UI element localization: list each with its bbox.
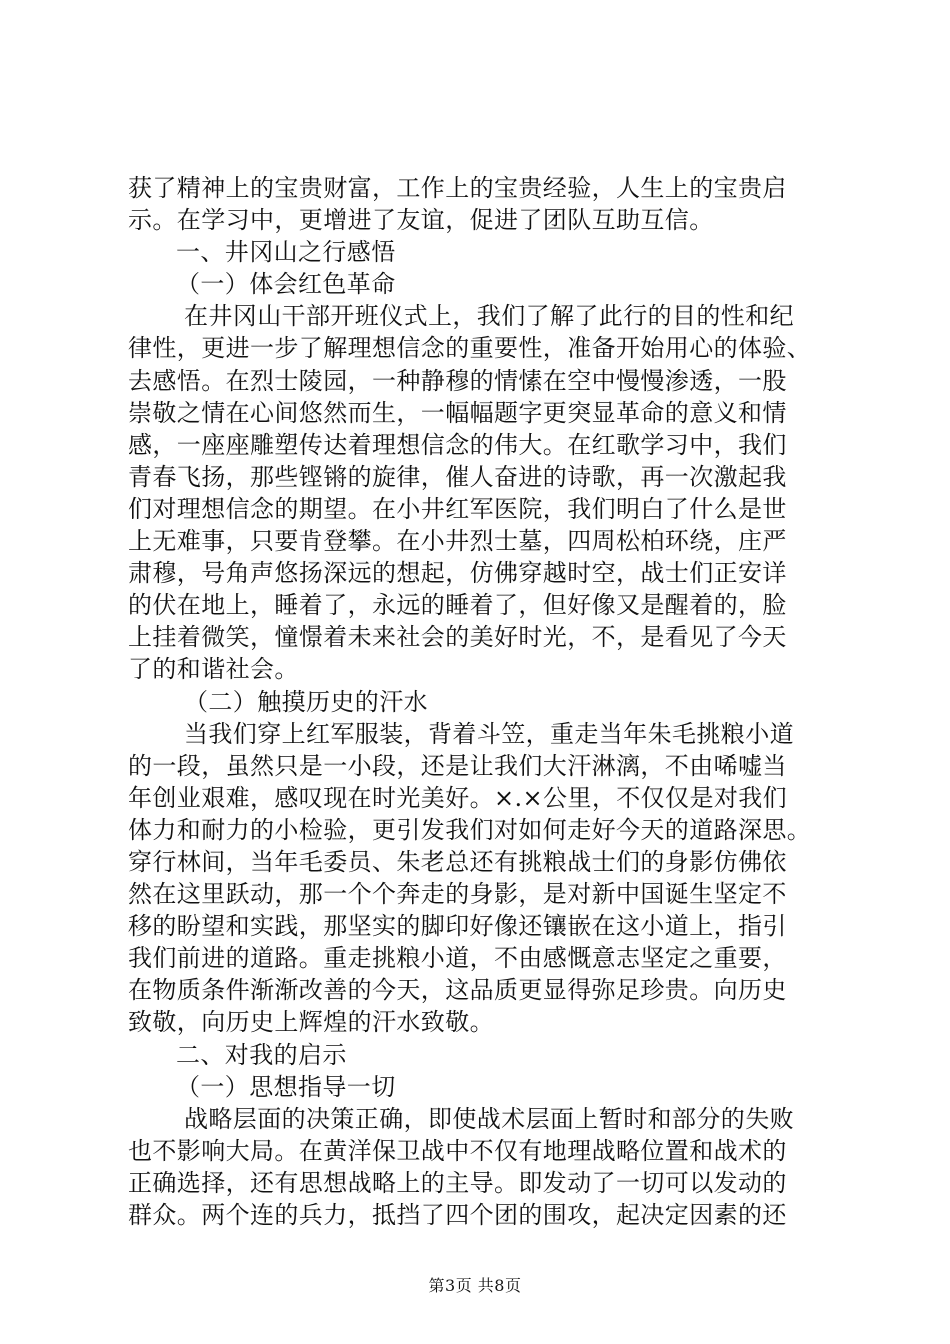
paragraph-first-line: 战略层面的决策正确，即使战术层面上暂时和部分的失败 — [184, 1104, 794, 1133]
text-line: 体力和耐力的小检验，更引发我们对如何走好今天的道路深思。 — [128, 815, 812, 844]
text-line: 律性，更进一步了解理想信念的重要性，准备开始用心的体验、 — [128, 334, 812, 363]
text-line: 也不影响大局。在黄洋保卫战中不仅有地理战略位置和战术的 — [128, 1136, 787, 1165]
text-line: 致敬，向历史上辉煌的汗水致敬。 — [128, 1008, 494, 1037]
text-line: 移的盼望和实践，那坚实的脚印好像还镶嵌在这小道上，指引 — [128, 912, 787, 941]
text-line: 的一段，虽然只是一小段，还是让我们大汗淋漓，不由唏嘘当 — [128, 751, 787, 780]
text-line: 正确选择，还有思想战略上的主导。即发动了一切可以发动的 — [128, 1168, 787, 1197]
paragraph-first-line: 当我们穿上红军服装，背着斗笠，重走当年朱毛挑粮小道 — [184, 719, 794, 748]
paragraph-first-line: 在井冈山干部开班仪式上，我们了解了此行的目的性和纪 — [184, 302, 794, 331]
text-line: 获了精神上的宝贵财富，工作上的宝贵经验，人生上的宝贵启 — [128, 174, 787, 202]
subsection-heading: （一）思想指导一切 — [176, 1072, 396, 1101]
text-line: 们对理想信念的期望。在小井红军医院，我们明白了什么是世 — [128, 494, 787, 523]
body-text — [128, 172, 828, 1231]
text-line: 年创业艰难，感叹现在时光美好。×.×公里，不仅仅是对我们 — [128, 783, 788, 812]
text-line: 群众。两个连的兵力，抵挡了四个团的围攻，起决定因素的还 — [128, 1201, 787, 1229]
text-line: 我们前进的道路。重走挑粮小道，不由感慨意志坚定之重要， — [128, 944, 787, 973]
subsection-heading: （二）触摸历史的汗水 — [184, 687, 428, 716]
section-heading: 二、对我的启示 — [176, 1040, 347, 1069]
text-line: 上无难事，只要肯登攀。在小井烈士墓，四周松柏环绕，庄严 — [128, 527, 787, 556]
text-line: 去感悟。在烈士陵园，一种静穆的情愫在空中慢慢渗透，一股 — [128, 366, 787, 395]
text-line: 的伏在地上，睡着了，永远的睡着了，但好像又是醒着的，脸 — [128, 591, 787, 620]
text-line: 穿行林间，当年毛委员、朱老总还有挑粮战士们的身影仿佛依 — [128, 847, 787, 876]
text-line: 崇敬之情在心间悠然而生，一幅幅题字更突显革命的意义和情 — [128, 398, 787, 427]
text-line: 然在这里跃动，那一个个奔走的身影，是对新中国诞生坚定不 — [128, 880, 787, 909]
page-number-footer: 第3页 共8页 — [428, 1276, 522, 1295]
text-line: 示。在学习中，更增进了友谊，促进了团队互助互信。 — [128, 206, 714, 235]
text-line: 了的和谐社会。 — [128, 655, 299, 684]
text-line: 青春飞扬，那些铿锵的旋律，催人奋进的诗歌，再一次激起我 — [128, 462, 787, 491]
text-line: 在物质条件渐渐改善的今天，这品质更显得弥足珍贵。向历史 — [128, 976, 787, 1005]
text-line: 肃穆，号角声悠扬深远的想起，仿佛穿越时空，战士们正安详 — [128, 559, 787, 588]
text-line: 感，一座座雕塑传达着理想信念的伟大。在红歌学习中，我们 — [128, 430, 787, 459]
subsection-heading: （一）体会红色革命 — [176, 270, 396, 299]
section-heading: 一、井冈山之行感悟 — [176, 238, 396, 267]
text-line: 上挂着微笑，憧憬着未来社会的美好时光，不，是看见了今天 — [128, 623, 787, 652]
